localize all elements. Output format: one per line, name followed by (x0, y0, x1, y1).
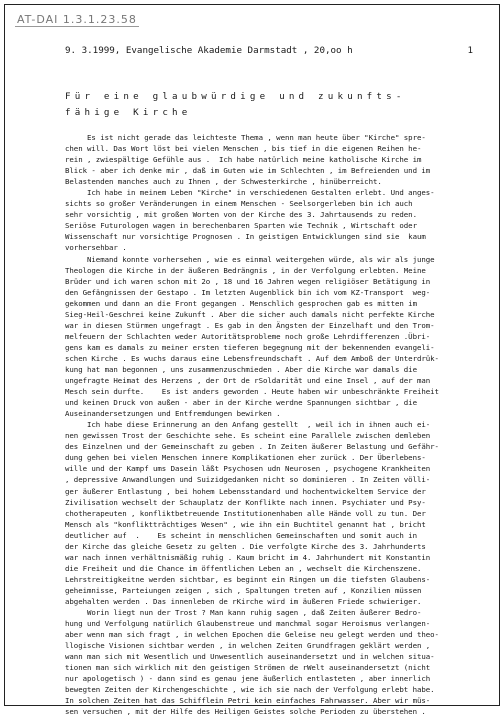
text-line: der Kirche das gleiche Gesetz zu gelten . Die verfolgte Kirche des 3. Jahrhunderts (65, 541, 426, 551)
title-line: fähige Kirche (65, 107, 192, 118)
document-header (65, 45, 473, 56)
text-line: aber wenn man sich fragt , in welchen Epochen die Geleise neu gelegt werden und theo- (65, 630, 439, 640)
text-line: abgehalten werden . Das innenleben de rKirche wird im äußeren Friede schwieriger. (65, 596, 422, 606)
text-line: deutlicher auf . Es scheint in menschlichen Gemeinschaften und somit auch in (65, 530, 417, 540)
text-line: vorhersehbar . (65, 243, 127, 253)
document-title (65, 89, 483, 121)
text-line: chotherapeuten , konfliktbetreuende Institutionenhaben alle Hände voll zu tun. Der (65, 508, 426, 518)
text-line: war in diesen Stürmen ungefragt . Es gab in den Ängsten der Einzelhaft und den Trom- (65, 320, 435, 330)
text-line: tionen man sich wirklich mit den geistigen Strömen de rWelt auseinandersetzt (nicht (65, 663, 431, 673)
text-line: Mensch als "konfliktträchtiges Wesen" , wie ihn ein Buchtitel genannt hat , bricht (65, 519, 426, 529)
text-line: Mesch sein durfte. Es ist anders geworden . Heute haben wir unbeschränkte Freiheit (65, 387, 439, 397)
text-line: Worin liegt nun der Trost ? Man kann ruhig sagen , daß Zeiten äußerer Bedro- (65, 608, 422, 618)
text-line: kung hat man begonnen , uns zusammenzuschmieden . Aber die Kirche war damals die (65, 364, 417, 374)
text-line: geheimnisse, Parteiungen zeigen , sich , Spaltungen treten auf , Konzilien müssen (65, 585, 422, 595)
text-line: nen gewissen Trost der Geschichte sehe. Es scheint eine Parallele zwischen demleben (65, 431, 431, 441)
text-line: , depressive Anwandlungen und Suizidgedanken nicht so dominieren . In Zeiten völli- (65, 475, 431, 485)
text-line: des Einzelnen und der Gemeinschaft zu geben . In Zeiten äußerer Belastung und Gefähr- (65, 442, 439, 452)
text-line: Ich habe in meinem Leben "Kirche" in verschiedenen Gestalten erlebt. Und anges- (65, 188, 435, 198)
text-line: Belastenden manches auch zu Ihnen , der Schwesterkirche , hinüberreicht. (65, 177, 382, 187)
date-location-line: 9. 3.1999, Evangelische Akademie Darmstadt , 20,oo h (65, 45, 353, 56)
text-line: melfeuern der Schlachten weder Autoritätsprobleme noch große Lehrdifferenzen .Übri- (65, 331, 431, 341)
text-line: wille und der Kampf ums Dasein läßt Psychosen udn Neurosen , psychogene Krankheiten (65, 464, 431, 474)
text-line: Lehrstreitigkeitne werden sichtbar, es beginnt ein Ringen um die tiefsten Glaubens- (65, 574, 431, 584)
document-page (4, 4, 500, 717)
text-line: nur apologetisch ) - dann sind es genau jene äußerlich entlasteten , aber innerlich (65, 674, 431, 684)
text-line: Seriöse Futurologen wagen in berechenbaren Sparten wie Technik , Wirtschaft oder (65, 221, 417, 231)
text-line: Theologen die Kirche in der äußeren Bedrängnis , in der Verfolgung erlebten. Meine (65, 265, 426, 275)
text-line: Auseinandersetzungen und Entfremdungen bewirken . (65, 409, 281, 419)
text-line: war nach innen verhältnismäßig ruhig . Kaum bricht im 4. Jahrhundert mit Konstantin (65, 552, 431, 562)
text-line: rein , zwiespältige Gefühle aus . Ich habe natürlich meine katholische Kirche im (65, 155, 422, 165)
text-line: gekommen und dann an die Front gegangen . Menschlich gesprochen gab es mitten im (65, 298, 417, 308)
text-line: bewegten Zeiten der Kirchengeschichte , wie ich sie nach der Verfolgung erlebt habe. (65, 685, 435, 695)
text-line: Sieg-Heil-Geschrei keine Zukunft . Aber die sicher auch damals nicht perfekte Kirche (65, 309, 435, 319)
text-line: Zivilisation wechselt der Schauplatz der Konflikte nach innen. Psychiater und Psy- (65, 497, 426, 507)
title-line: Für eine glaubwürdige und zukunfts- (65, 91, 406, 102)
archive-stamp: AT-DAI 1.3.1.23.58 (17, 13, 137, 26)
text-line: ungefragte Heimat des Herzens , der Ort de rSoldarität und eine Insel , auf der man (65, 376, 431, 386)
text-line: den Gefängnissen der Gestapo . Im letzten Augenblick bin ich vom KZ-Transport weg- (65, 287, 431, 297)
text-line: llogische Visionen sichtbar werden , in welchen Zeiten Grundfragen geklärt werden , (65, 641, 431, 651)
text-line: ger äußerer Entlastung , bei hohem Lebensstandard und hochentwickeltem Service der (65, 486, 426, 496)
text-line: In solchen Zeiten hat das Schifflein Petri kein einfaches Fahrwasser. Aber wir müs- (65, 696, 431, 706)
text-line: Brüder und ich waren schon mit 2o , 18 und 16 Jahren wegen religiöser Betätigung in (65, 276, 431, 286)
text-line: und keinen Druck von außen - aber in der Kirche werdne Spannungen sichtbar , die (65, 398, 417, 408)
text-line: sehr vorsichtig , mit großen Worten von der Kirche des 3. Jahrtausends zu reden. (65, 210, 417, 220)
text-line: sen versuchen , mit der Hilfe des Heiligen Geistes solche Perioden zu überstehen . (65, 707, 426, 717)
text-line: dung gehen bei vielen Menschen innere Komplikationen eher zurück . Der Überlebens- (65, 453, 426, 463)
text-line: wann man sich mit Wesentlich und Unwesentlich auseinandersetzt und in welchen situa- (65, 652, 435, 662)
text-line: hung und Verfolgung natürlich Glaubenstreue und manchmal sogar Heroismus verlangen- (65, 619, 431, 629)
text-line: Wissenschaft nur vorsichtige Prognosen . In geistigen Entwicklungen sind sie kaum (65, 232, 426, 242)
text-line: gens kam es damals zu meiner ersten tieferen begegnung mit der bekennenden evangeli- (65, 342, 435, 352)
text-line: Blick - aber ich denke mir , daß im Guten wie im Schlechten , im Befreienden und im (65, 166, 431, 176)
text-line: schen Kirche . Es wuchs daraus eine Lebensfreundschaft . Auf dem Amboß der Unterdrük- (65, 353, 439, 363)
text-line: sichts so großer Veränderungen in einem Menschen - Seelsorgerleben bin ich auch (65, 199, 413, 209)
text-line: Niemand konnte vorhersehen , wie es einmal weitergehen würde, als wir als junge (65, 254, 435, 264)
page-number: 1 (467, 45, 473, 56)
text-line: chen will. Das Wort löst bei vielen Menschen , bis tief in die eigenen Reihen he- (65, 144, 422, 154)
text-line: Es ist nicht gerade das leichteste Thema , wenn man heute über "Kirche" spre- (65, 133, 426, 142)
body-text (65, 132, 489, 717)
text-line: Ich habe diese Erinnerung an den Anfang gestellt , weil ich in ihnen auch ei- (65, 420, 431, 430)
text-line: die Freiheit und die Chance im öffentlichen Leben an , wechselt die Kirchenszene. (65, 563, 422, 573)
